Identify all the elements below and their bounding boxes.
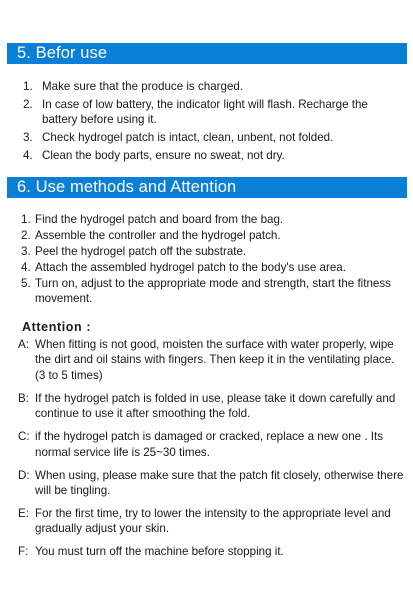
list-item: [21, 228, 405, 244]
item-text: Find the hydrogel patch and board from the bag.: [35, 213, 284, 226]
list-item: [23, 130, 403, 146]
item-number: 3.: [21, 244, 31, 258]
list-item: [23, 97, 403, 128]
item-text: Peel the hydrogel patch off the substrate.: [35, 244, 247, 258]
item-letter: A:: [18, 338, 29, 351]
item-text: Clean the body parts, ensure no sweat, not dry.: [42, 148, 285, 162]
item-text: Assemble the controller and the hydrogel patch.: [35, 228, 281, 242]
item-text: For the first time, try to lower the intensity to the appropriate level and gradually adjust your skin.: [35, 507, 391, 536]
item-text: You must turn off the machine before stopping it.: [35, 545, 284, 559]
item-text: Turn on, adjust to the appropriate mode and strength, start the fitness movement.: [35, 276, 391, 306]
section-heading-before-use: 5. Befor use: [7, 43, 407, 64]
item-number: 4.: [23, 148, 33, 162]
item-text: if the hydrogel patch is damaged or cracked, replace a new one . Its normal service life is 25~30 times.: [35, 430, 384, 459]
use-methods-list: [21, 212, 405, 307]
list-item: [23, 148, 403, 164]
item-letter: E:: [18, 507, 29, 521]
item-number: 2.: [23, 97, 33, 111]
item-letter: C:: [18, 430, 30, 444]
item-text: When using, please make sure that the patch fit closely, otherwise there will be tingling.: [35, 468, 404, 498]
attention-list: [18, 337, 406, 567]
item-number: 1.: [23, 80, 33, 93]
item-letter: B:: [18, 391, 29, 405]
list-item: [18, 429, 406, 460]
item-number: 2.: [21, 228, 31, 242]
item-text: When fitting is not good, moisten the surface with water properly, wipe the dirt and oil stains with fingers. Then keep it in the ventilating place. (3 to 5 times): [35, 338, 395, 382]
item-text: If the hydrogel patch is folded in use, please take it down carefully and continue to use it after smoothing the fold.: [35, 391, 396, 421]
list-item: [18, 468, 406, 499]
item-text: Attach the assembled hydrogel patch to the body's use area.: [35, 260, 346, 274]
list-item: [21, 276, 405, 307]
list-item: [21, 212, 405, 228]
before-use-list: [23, 79, 403, 166]
item-number: 5.: [21, 276, 31, 290]
list-item: [18, 544, 406, 559]
section-heading-use-methods: 6. Use methods and Attention: [7, 177, 407, 198]
item-text: Check hydrogel patch is intact, clean, unbent, not folded.: [42, 131, 334, 145]
item-number: 1.: [21, 213, 31, 226]
list-item: [18, 506, 406, 537]
item-number: 4.: [21, 260, 31, 274]
list-item: [18, 391, 406, 422]
item-text: Make sure that the produce is charged.: [42, 80, 244, 93]
item-letter: D:: [18, 468, 30, 482]
list-item: [23, 79, 403, 95]
item-number: 3.: [23, 131, 33, 145]
item-text: In case of low battery, the indicator light will flash. Recharge the battery before using it.: [42, 97, 368, 127]
list-item: [18, 337, 406, 383]
list-item: [21, 260, 405, 276]
list-item: [21, 244, 405, 260]
item-letter: F:: [18, 545, 29, 559]
attention-heading: Attention :: [22, 320, 92, 334]
